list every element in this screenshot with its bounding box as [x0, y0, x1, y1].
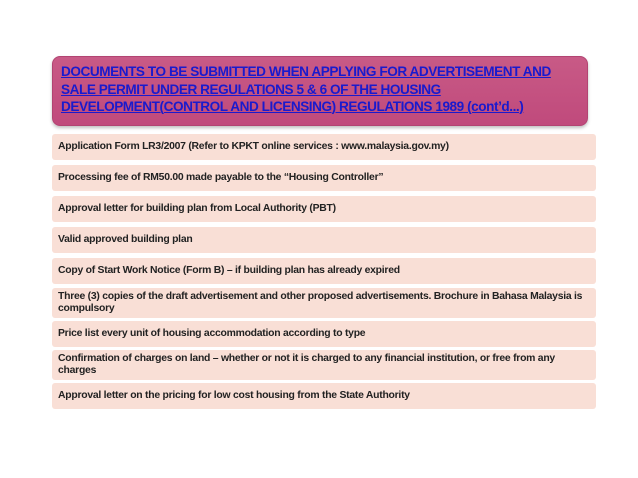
list-item-text: Three (3) copies of the draft advertisement and other proposed advertisements. Brochure in Bahasa Malaysia is compulsory [58, 290, 583, 314]
list-item-text: Price list every unit of housing accommodation according to type [58, 327, 366, 339]
list-item-text: Processing fee of RM50.00 made payable to the “Housing Controller” [58, 171, 384, 183]
list-item [52, 134, 596, 160]
list-item-text: Confirmation of charges on land – whether or not it is charged to any financial institution, or free from any charges [58, 352, 555, 376]
list-item [52, 321, 596, 347]
list-item [52, 165, 596, 191]
list-item-text: Approval letter for building plan from Local Authority (PBT) [58, 202, 336, 214]
list-item [52, 196, 596, 222]
list-item-text: Copy of Start Work Notice (Form B) – if building plan has already expired [58, 264, 400, 276]
list-item-text: Valid approved building plan [58, 233, 193, 245]
list-item-text: Application Form LR3/2007 (Refer to KPKT online services : www.malaysia.gov.my) [58, 140, 449, 152]
header-box [52, 56, 588, 126]
slide-title: DOCUMENTS TO BE SUBMITTED WHEN APPLYING FOR ADVERTISEMENT AND SALE PERMIT UNDER REGULATIONS 5 & 6 OF THE HOUSING DEVELOPMENT(CONTROL AND LICENSING) REGULATIONS 1989 (cont’d...) [61, 64, 551, 114]
list-item [52, 383, 596, 409]
list-item [52, 288, 596, 318]
list-item [52, 227, 596, 253]
list-item-text: Approval letter on the pricing for low cost housing from the State Authority [58, 389, 410, 401]
list-item [52, 258, 596, 284]
list-item [52, 350, 596, 380]
